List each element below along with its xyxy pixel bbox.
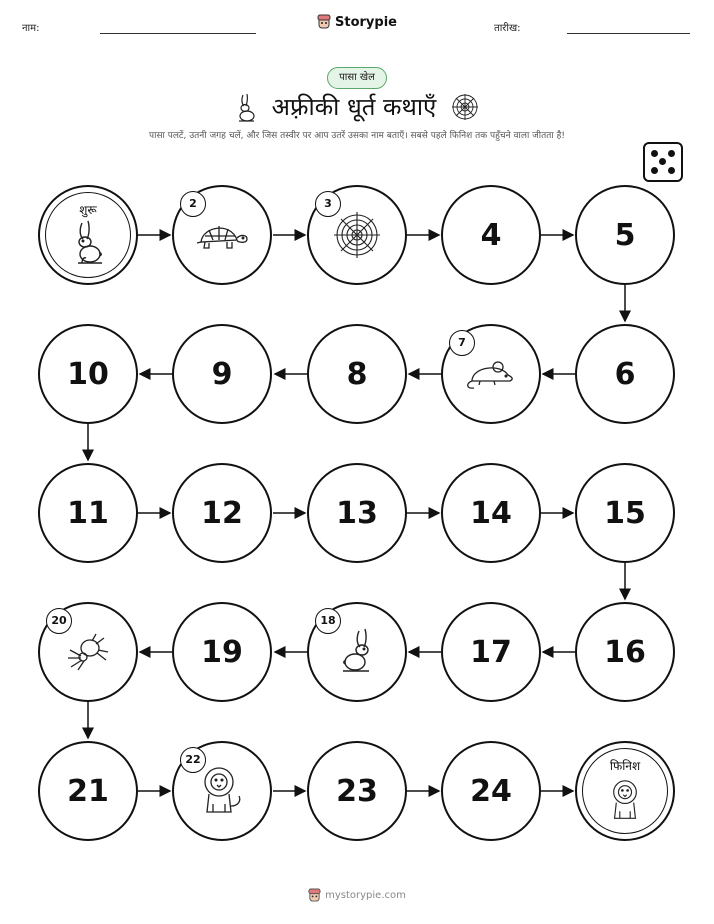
storypie-mascot-icon [308, 888, 321, 903]
footer [0, 888, 714, 906]
space-number: 10 [67, 356, 109, 392]
space-number: 20 [46, 608, 72, 634]
space-number: 7 [449, 330, 475, 356]
space-number: 15 [604, 495, 646, 531]
board-space [38, 463, 138, 563]
spider-icon [66, 632, 110, 672]
space-number: 2 [180, 191, 206, 217]
space-number: 5 [614, 217, 636, 253]
space-number: 8 [346, 356, 368, 392]
space-number: 6 [614, 356, 636, 392]
board-space [172, 463, 272, 563]
space-number: 9 [211, 356, 233, 392]
board-space [441, 741, 541, 841]
space-number: 23 [336, 773, 378, 809]
space-number: 24 [470, 773, 512, 809]
space-number: 19 [201, 634, 243, 670]
board-space [172, 741, 272, 841]
space-number: 17 [470, 634, 512, 670]
space-number: 4 [480, 217, 502, 253]
board-space [575, 185, 675, 285]
space-number: 14 [470, 495, 512, 531]
space-number: 11 [67, 495, 109, 531]
board-space [575, 324, 675, 424]
board-space [172, 324, 272, 424]
instructions-text: पासा पलटें, उतनी जगह चलें, और जिस तस्वीर पर आप उतरें उसका नाम बताएँ। सबसे पहले फिनिश तक पहुँचने वाला जीतता है! [149, 131, 565, 141]
board-space [172, 602, 272, 702]
board-space [441, 463, 541, 563]
space-number: 3 [315, 191, 341, 217]
board-space [441, 324, 541, 424]
space-number: 21 [67, 773, 109, 809]
title-text: अफ़्रीकी धूर्त कथाएँ [271, 93, 437, 121]
spiderweb-icon [332, 210, 382, 260]
board-space [38, 324, 138, 424]
board-space [441, 185, 541, 285]
start-space [38, 185, 138, 285]
space-number: 13 [336, 495, 378, 531]
board-space [307, 185, 407, 285]
brand-name: Storypie [335, 14, 397, 30]
footer-url: mystorypie.com [325, 890, 406, 901]
space-number: 18 [315, 608, 341, 634]
lion-icon [605, 775, 645, 825]
board-space [307, 741, 407, 841]
board-space [307, 463, 407, 563]
space-number: 12 [201, 495, 243, 531]
board-space [38, 741, 138, 841]
lion-icon [199, 766, 245, 816]
finish-space [575, 741, 675, 841]
rabbit-icon [337, 627, 377, 677]
board-space [575, 463, 675, 563]
space-number: 16 [604, 634, 646, 670]
board-space [441, 602, 541, 702]
finish-label: फिनिश [609, 759, 641, 773]
board-space [307, 324, 407, 424]
rabbit-icon [68, 219, 108, 269]
start-label: शुरू [79, 203, 97, 217]
board-space [307, 602, 407, 702]
date-label: तारीख: [494, 23, 521, 34]
name-label: नाम: [22, 23, 40, 34]
space-number: 22 [180, 747, 206, 773]
board-space [172, 185, 272, 285]
turtle-icon [195, 218, 249, 252]
mouse-icon [464, 357, 518, 391]
board-space [38, 602, 138, 702]
game-type-tag: पासा खेल [327, 67, 387, 89]
board-space [575, 602, 675, 702]
